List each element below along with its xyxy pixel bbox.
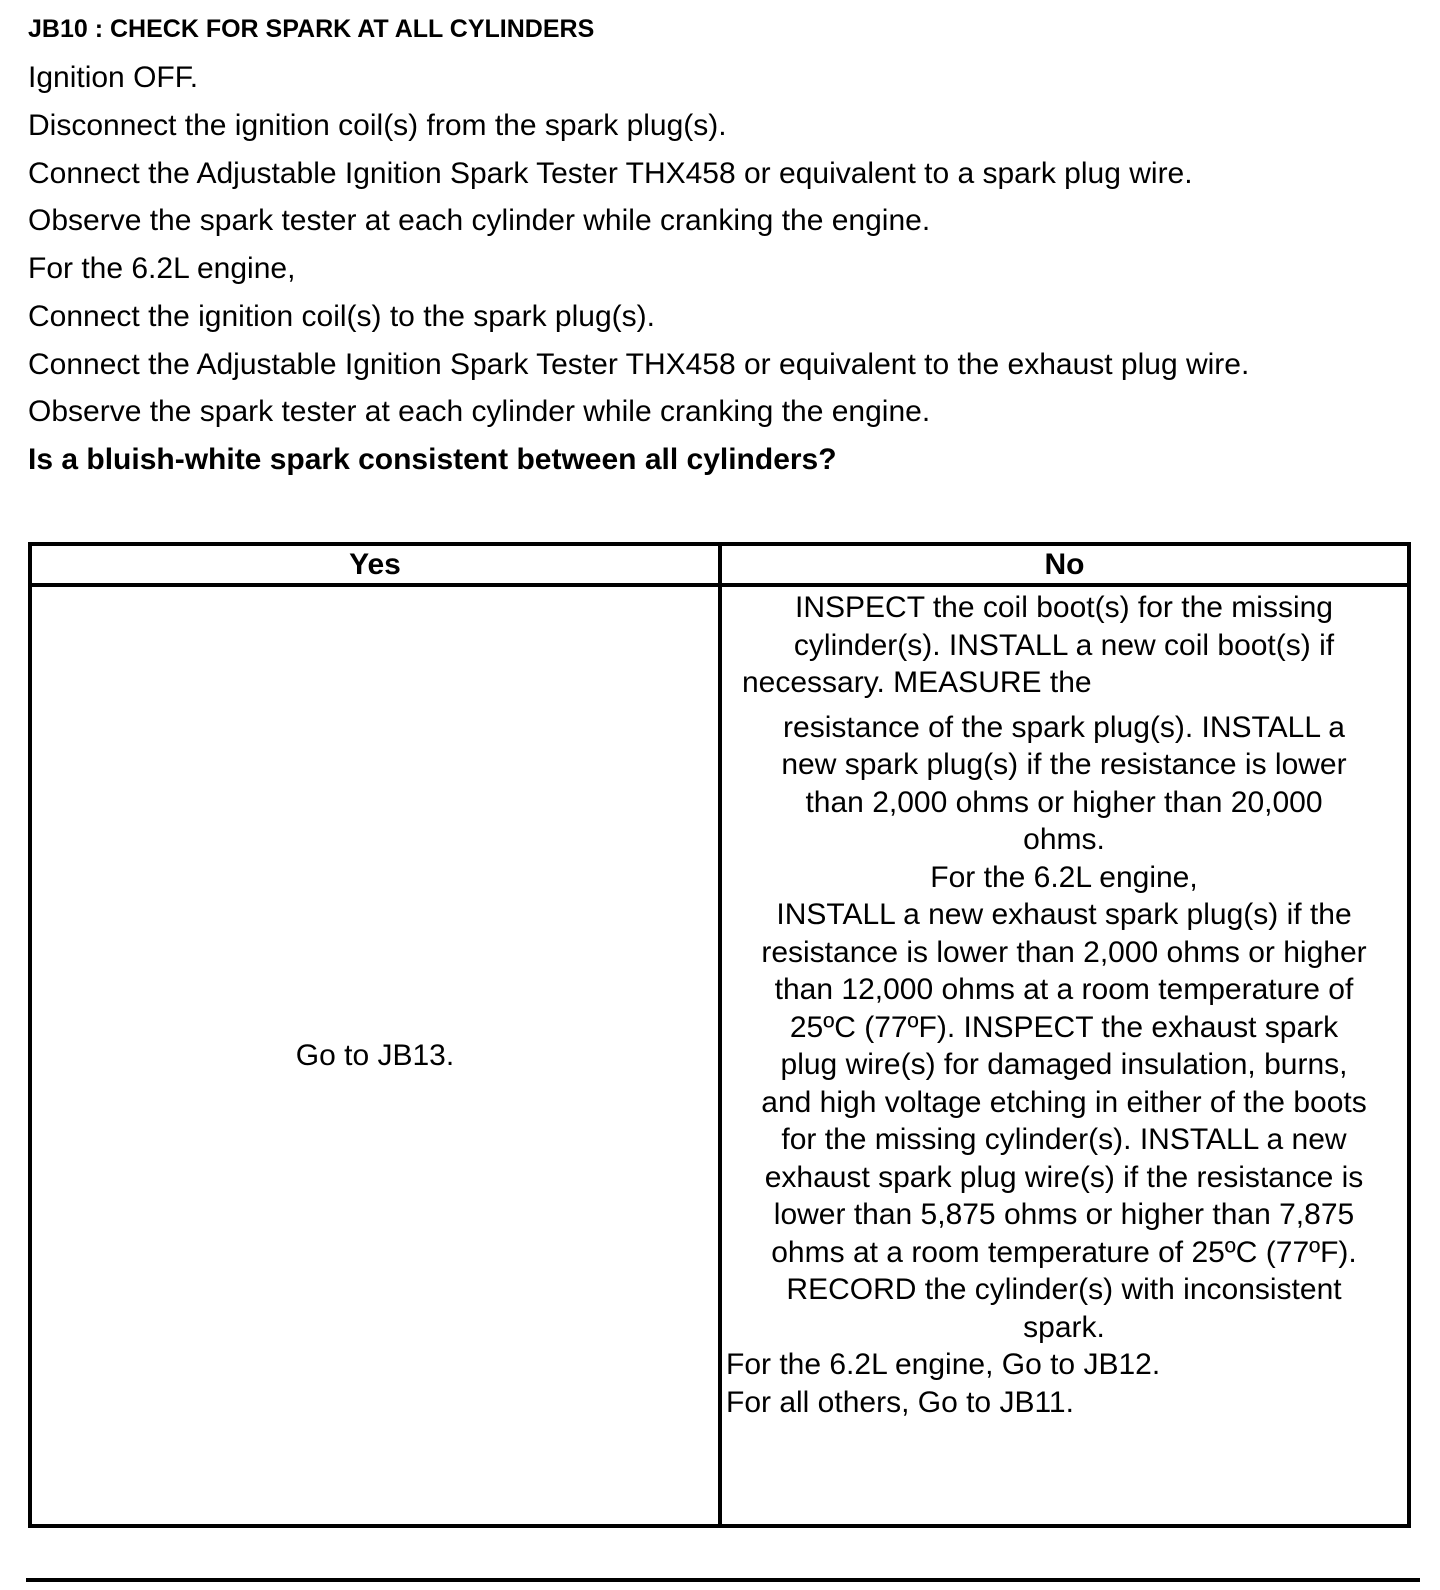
no-cell-line: exhaust spark plug wire(s) if the resistance is	[764, 1160, 1364, 1194]
no-cell	[724, 589, 1404, 1421]
no-cell-line: necessary. MEASURE the	[742, 666, 1092, 699]
step-text: For the 6.2L engine,	[28, 252, 296, 285]
no-cell-line: and high voltage etching in either of the boots	[761, 1085, 1367, 1119]
yes-column-header: Yes	[349, 548, 401, 581]
step-text: Ignition OFF.	[28, 61, 199, 94]
no-cell-line: 25ºC (77ºF). INSPECT the exhaust spark	[789, 1010, 1339, 1044]
step-text: Observe the spark tester at each cylinder while cranking the engine.	[28, 204, 931, 237]
section-heading: JB10 : CHECK FOR SPARK AT ALL CYLINDERS	[28, 15, 595, 43]
step-text: Connect the Adjustable Ignition Spark Tester THX458 or equivalent to a spark plug wire.	[28, 157, 1193, 190]
no-cell-line: cylinder(s). INSTALL a new coil boot(s) if	[793, 628, 1335, 662]
no-cell-line: than 12,000 ohms at a room temperature of	[774, 973, 1354, 1006]
no-cell-line: new spark plug(s) if the resistance is lower	[781, 748, 1347, 781]
bottom-divider	[26, 1578, 1420, 1582]
no-cell-line: spark.	[1023, 1310, 1105, 1344]
no-cell-line: For all others, Go to JB11.	[726, 1385, 1074, 1419]
no-cell-line: resistance is lower than 2,000 ohms or higher	[761, 935, 1367, 969]
no-column-header: No	[1044, 548, 1085, 581]
no-cell-line: For the 6.2L engine, Go to JB12.	[726, 1348, 1161, 1381]
no-cell-line: ohms at a room temperature of 25ºC (77ºF).	[771, 1235, 1357, 1269]
column-divider	[718, 546, 722, 1524]
no-cell-line: for the missing cylinder(s). INSTALL a new	[781, 1123, 1347, 1156]
no-cell-line: For the 6.2L engine,	[930, 860, 1198, 894]
no-cell-line: ohms.	[1023, 823, 1105, 856]
step-text: Disconnect the ignition coil(s) from the spark plug(s).	[28, 109, 727, 142]
no-cell-line: plug wire(s) for damaged insulation, burns,	[780, 1048, 1348, 1081]
step-text: Connect the ignition coil(s) to the spark plug(s).	[28, 300, 655, 333]
step-text: Connect the Adjustable Ignition Spark Tester THX458 or equivalent to the exhaust plug wire.	[28, 348, 1250, 381]
no-cell-line: INSPECT the coil boot(s) for the missing	[795, 591, 1333, 624]
step-text: Observe the spark tester at each cylinder while cranking the engine.	[28, 395, 931, 428]
yes-no-table	[28, 542, 1411, 1528]
yes-cell	[32, 587, 718, 1524]
question-text: Is a bluish-white spark consistent between all cylinders?	[28, 443, 837, 476]
no-cell-line: RECORD the cylinder(s) with inconsistent	[786, 1273, 1342, 1306]
yes-cell-text: Go to JB13.	[295, 1039, 455, 1072]
no-cell-line: resistance of the spark plug(s). INSTALL a	[783, 710, 1345, 744]
no-cell-line: lower than 5,875 ohms or higher than 7,875	[773, 1198, 1355, 1231]
no-cell-line: than 2,000 ohms or higher than 20,000	[805, 785, 1323, 819]
no-cell-line: INSTALL a new exhaust spark plug(s) if the	[776, 898, 1352, 931]
